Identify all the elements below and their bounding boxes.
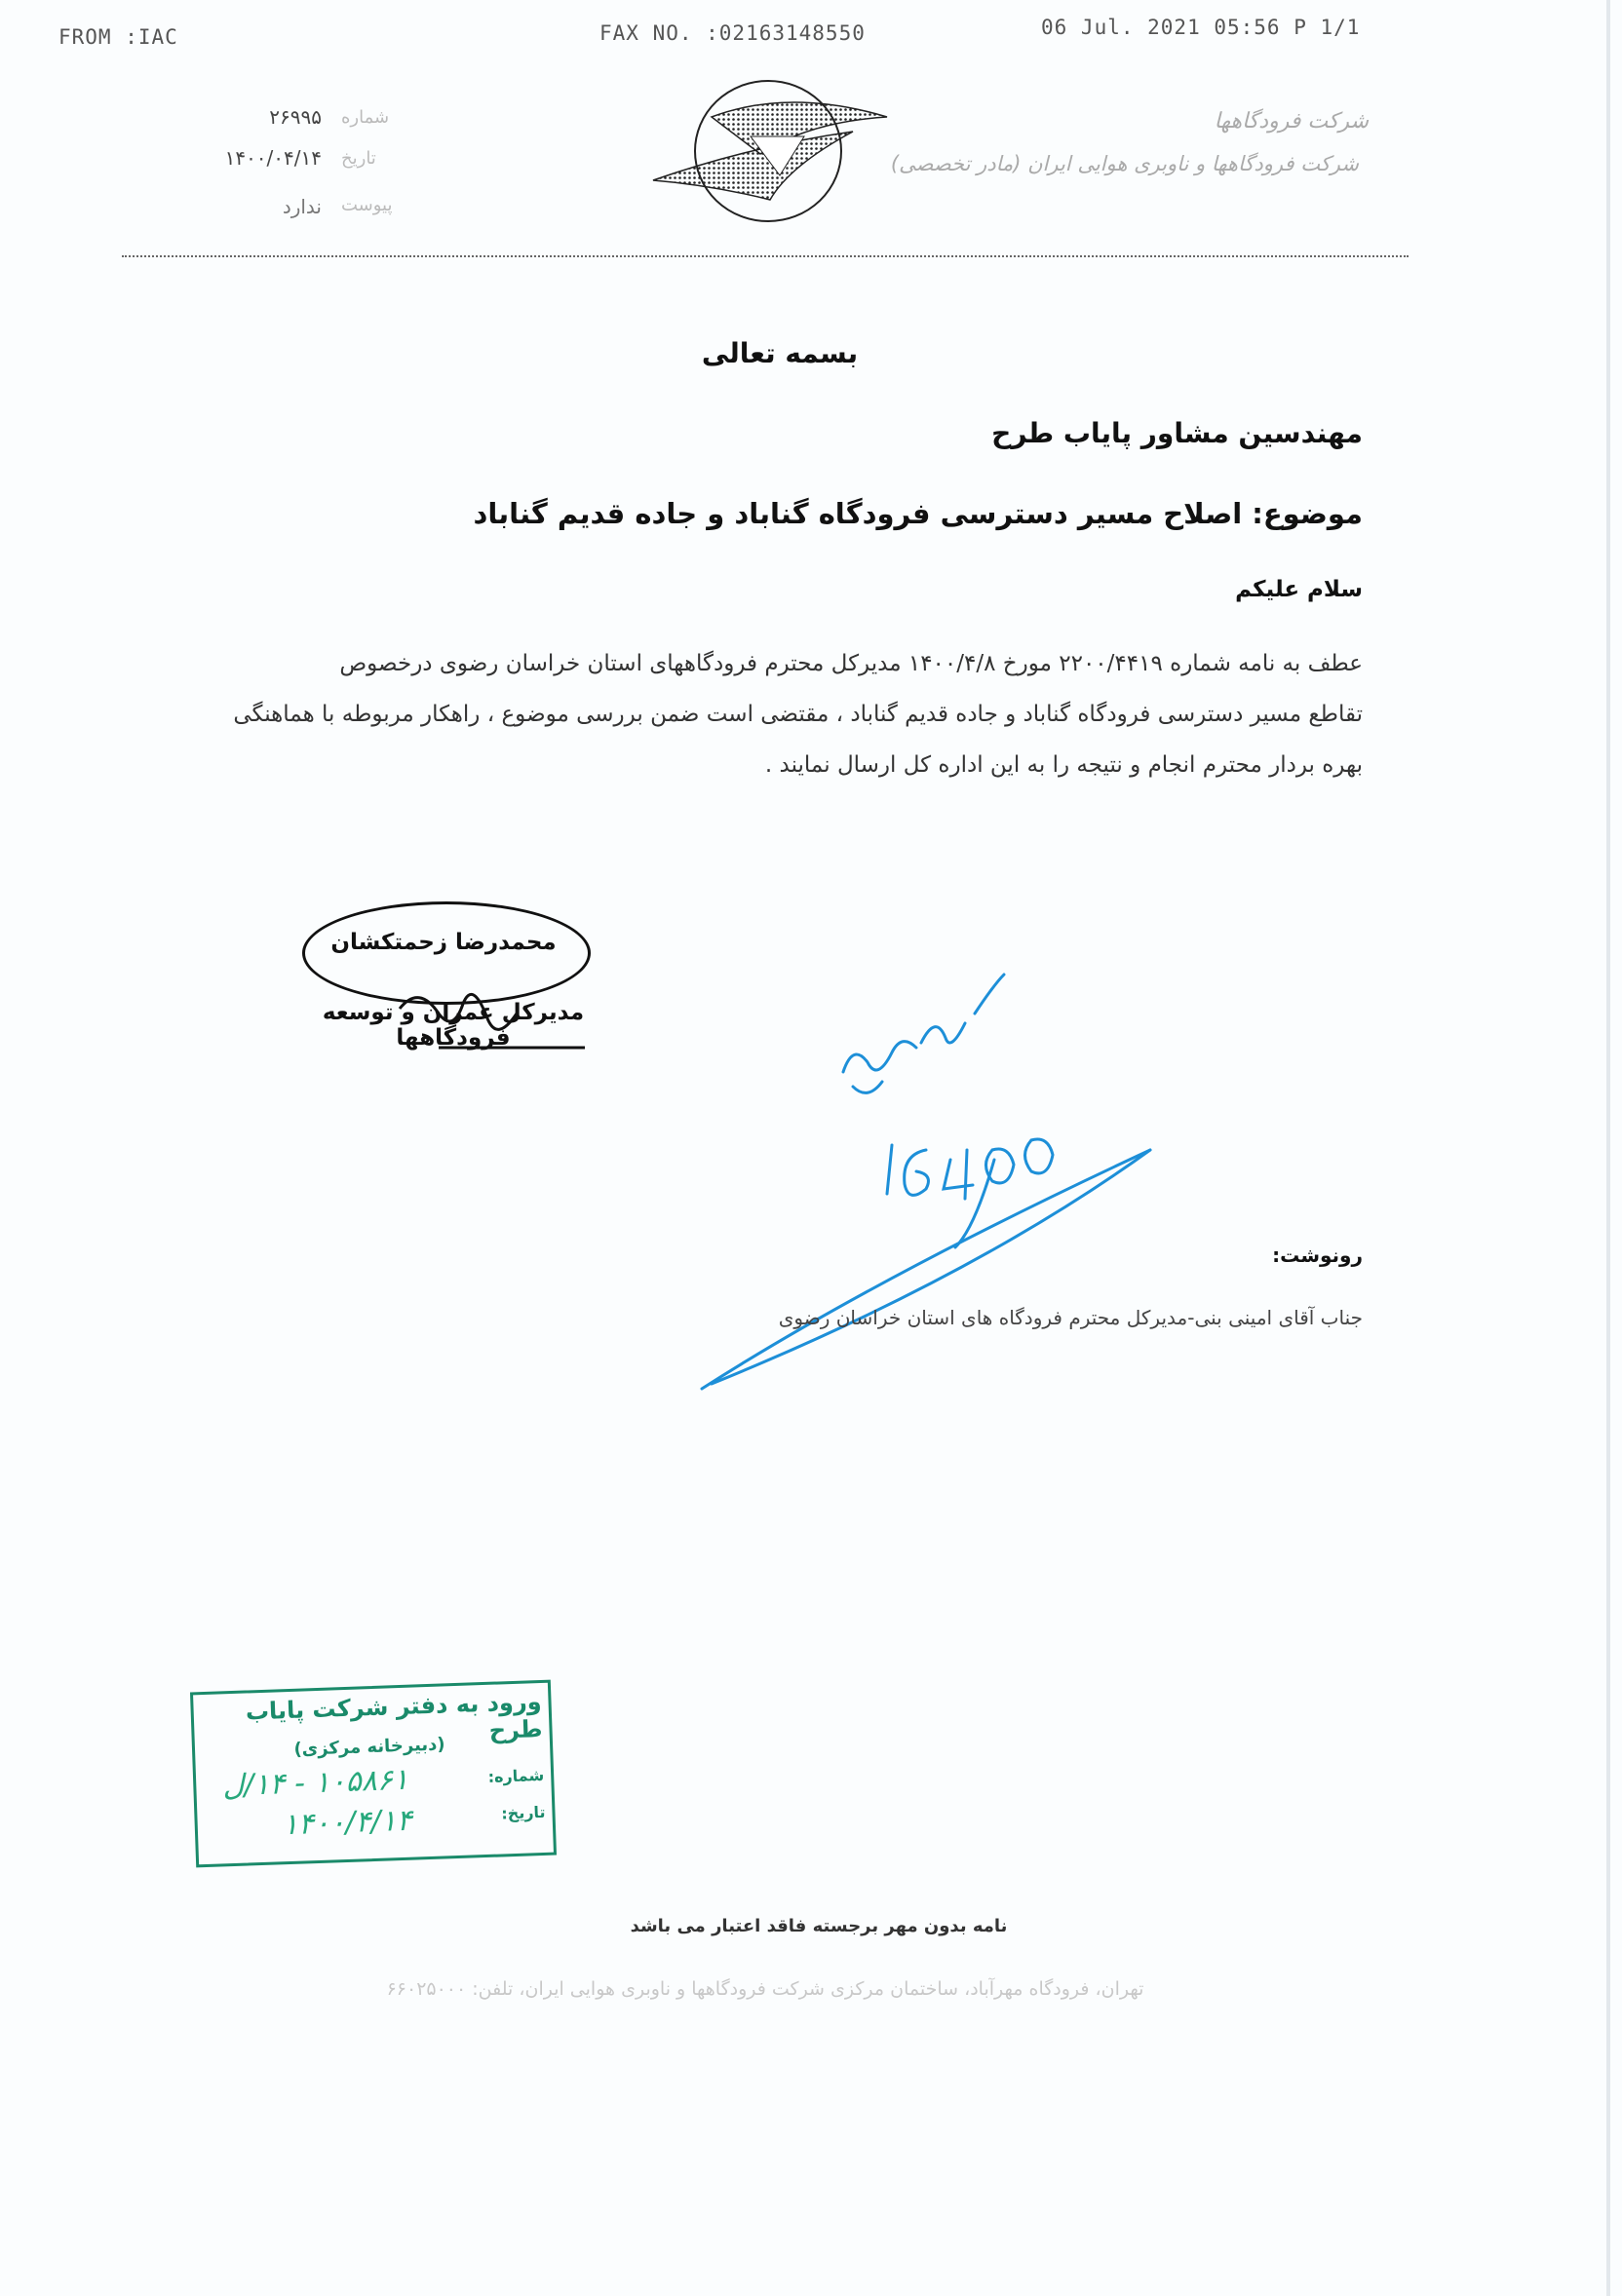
- letter-date: ۱۴۰۰/۰۴/۱۴: [224, 146, 322, 170]
- fax-date-time: 06 Jul. 2021 05:56 P 1/1: [1041, 16, 1361, 39]
- signature-scribble: [292, 975, 643, 1052]
- handwritten-annotation: [682, 955, 1189, 1403]
- signer-name: محمدرضا زحمتکشان: [330, 930, 557, 955]
- signer-title: مدیرکل عمران و توسعه فرودگاهها: [322, 1000, 585, 1051]
- letter-number-label: شماره: [341, 107, 390, 128]
- letterhead-org-line2: شرکت فرودگاهها و ناوبری هوایی ایران (مادر تخصصی): [890, 152, 1359, 175]
- stamp-date-label: تاریخ:: [501, 1802, 546, 1823]
- receipt-stamp: [190, 1680, 557, 1868]
- cc-label: رونوشت:: [1272, 1244, 1363, 1267]
- stamp-date-value: ۱۴۰۰/۴/۱۴: [282, 1803, 413, 1843]
- stamp-title: ورود به دفتر شرکت پایاب طرح: [245, 1687, 543, 1744]
- footer-validity-note: نامه بدون مهر برجسته فاقد اعتبار می باشد: [630, 1916, 1008, 1936]
- stamp-number-label: شماره:: [487, 1765, 545, 1786]
- body-line: بهره بردار محترم انجام و نتیجه را به این اداره کل ارسال نمایند .: [764, 752, 1363, 778]
- greeting: سلام علیکم: [1235, 577, 1363, 602]
- fax-number: FAX NO. :02163148550: [599, 21, 866, 45]
- invocation-heading: بسمه تعالی: [701, 337, 859, 369]
- stamp-subtitle: (دبیرخانه مرکزی): [293, 1734, 445, 1760]
- letter-date-label: تاریخ: [341, 148, 376, 169]
- body-line: تقاطع مسیر دسترسی فرودگاه گناباد و جاده قدیم گناباد ، مقتضی است ضمن بررسی موضوع ، راهکار مربوطه با هماهنگی: [233, 702, 1363, 727]
- footer-address: تهران، فرودگاه مهرآباد، ساختمان مرکزی شرکت فرودگاهها و ناوبری هوایی ایران، تلفن: ۶۶۰۲۵۰۰۰: [386, 1978, 1144, 2000]
- body-line: عطف به نامه شماره ۲۲۰۰/۴۴۱۹ مورخ ۱۴۰۰/۴/۸ مدیرکل محترم فرودگاههای استان خراسان رضوی درخصوص: [339, 651, 1363, 676]
- letterhead-org-line1: شرکت فرودگاهها: [1214, 109, 1369, 134]
- letter-attachment: ندارد: [282, 195, 322, 218]
- subject-line: موضوع: اصلاح مسیر دسترسی فرودگاه گناباد و جاده قدیم گناباد: [473, 497, 1363, 530]
- airport-company-logo: [643, 78, 892, 224]
- letter-number: ۲۶۹۹۵: [269, 105, 322, 129]
- stamp-number-value: ۱۰۵۸۶۱ - ۱۴/ل: [221, 1762, 409, 1804]
- recipient: مهندسین مشاور پایاب طرح: [991, 417, 1363, 449]
- cc-recipient: جناب آقای امینی بنی-مدیرکل محترم فرودگاه های استان خراسان رضوی: [778, 1306, 1363, 1329]
- page-edge: [1606, 0, 1610, 2296]
- header-divider: [122, 255, 1409, 257]
- fax-sender: FROM :IAC: [58, 25, 178, 49]
- letter-attachment-label: پیوست: [341, 195, 393, 215]
